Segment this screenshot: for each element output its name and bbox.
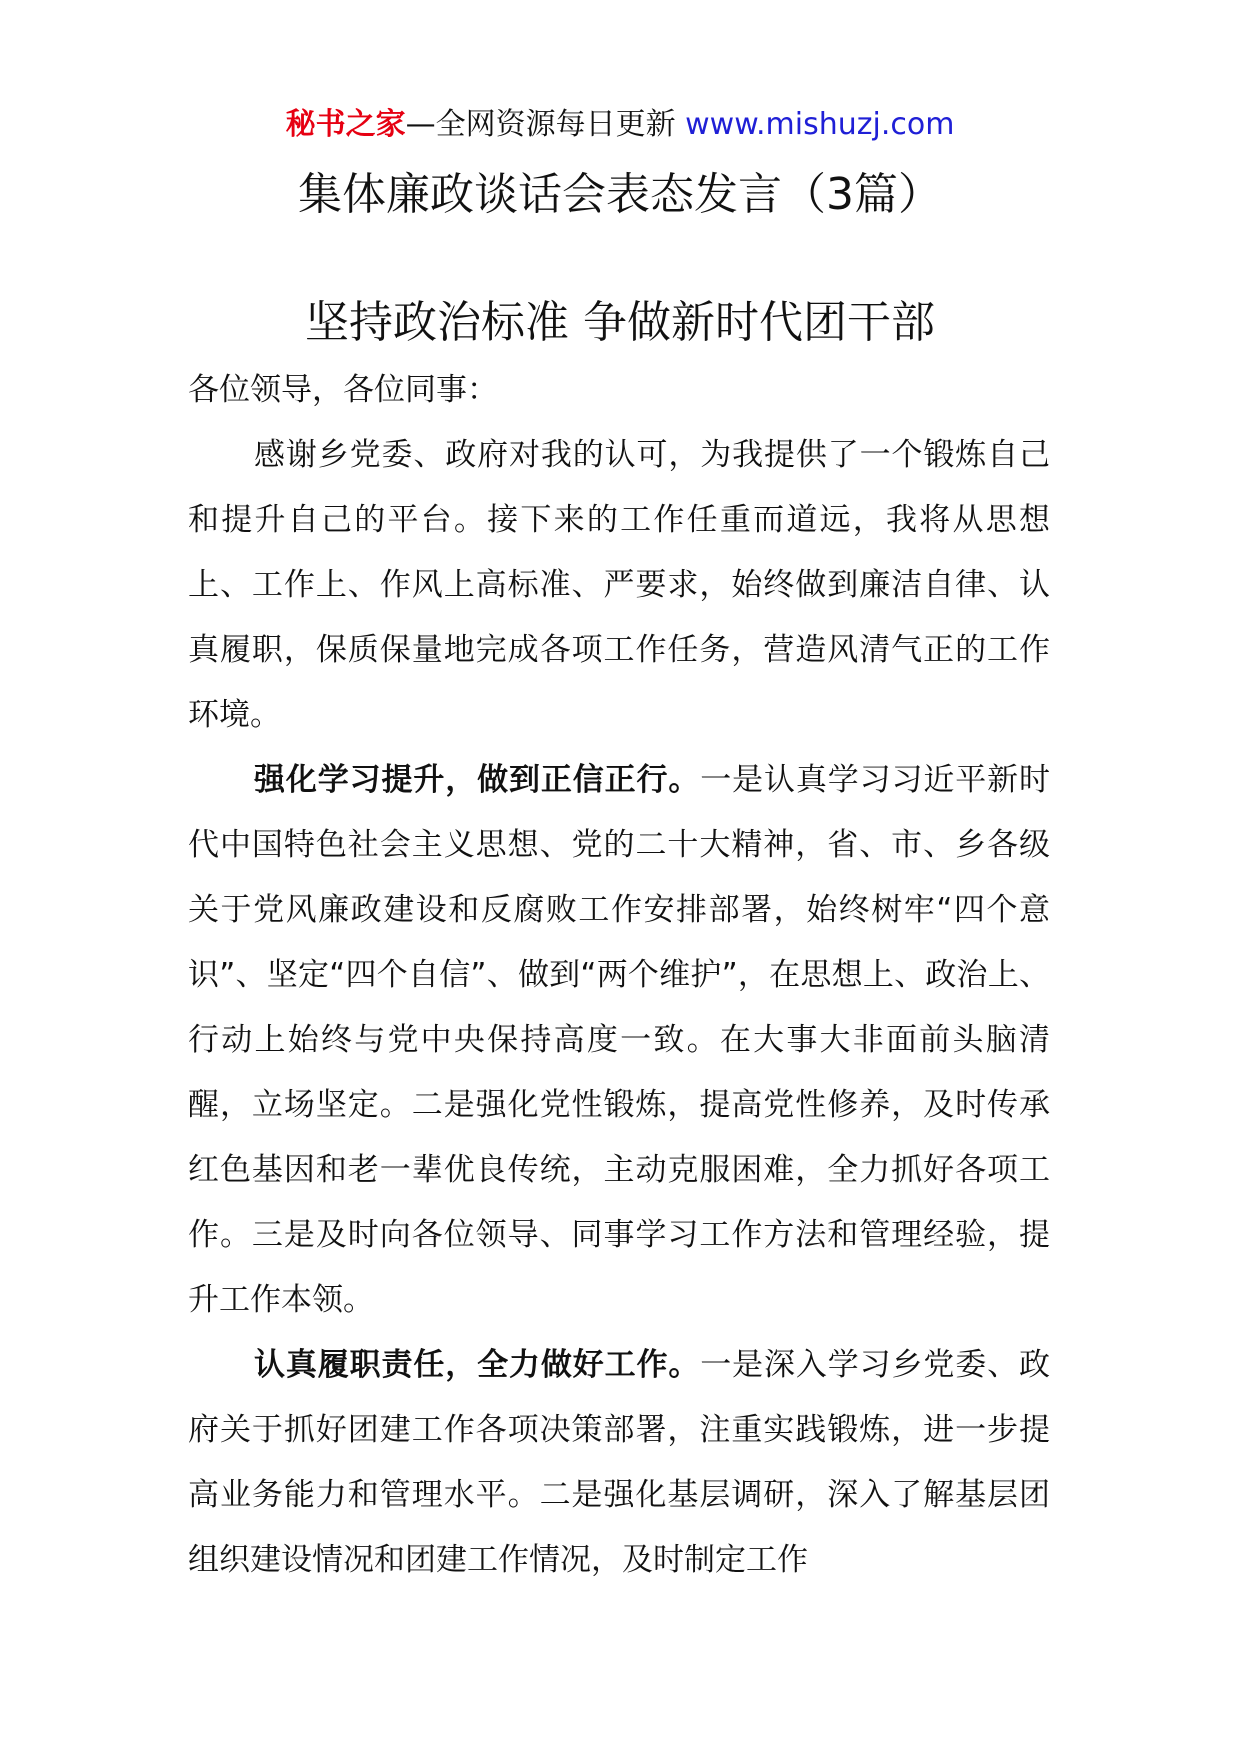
site-url-link[interactable]: www.mishuzj.com: [685, 107, 955, 142]
paragraph-3: [188, 1333, 1050, 1593]
banner-tagline: —全网资源每日更新: [405, 107, 676, 142]
paragraph-2: [188, 748, 1050, 1333]
paragraph-2-text: 一是认真学习习近平新时代中国特色社会主义思想、党的二十大精神，省、市、乡各级关于党风廉政建设和反腐败工作安排部署，始终树牢“四个意识”、坚定“四个自信”、做到“两个维护”，在思想上、政治上、行动上始终与党中央保持高度一致。在大事大非面前头脑清醒，立场坚定。二是强化党性锻炼，提高党性修养，及时传承红色基因和老一辈优良传统，主动克服困难，全力抓好各项工作。三是及时向各位领导、同事学习工作方法和管理经验，提升工作本领。: [188, 762, 1050, 1318]
paragraph-1: [188, 423, 1050, 748]
paragraph-3-text: 一是深入学习乡党委、政府关于抓好团建工作各项决策部署，注重实践锻炼，进一步提高业务能力和管理水平。二是强化基层调研，深入了解基层团组织建设情况和团建工作情况，及时制定工作: [188, 1347, 1050, 1578]
salutation: 各位领导，各位同事：: [188, 372, 498, 408]
site-banner: [0, 100, 1240, 150]
paragraph-3-lead: 认真履职责任，全力做好工作。: [254, 1347, 701, 1383]
section-title: 坚持政治标准 争做新时代团干部: [305, 297, 935, 348]
document-title: 集体廉政谈话会表态发言（3篇）: [298, 169, 942, 220]
paragraph-1-text: 感谢乡党委、政府对我的认可，为我提供了一个锻炼自己和提升自己的平台。接下来的工作任重而道远，我将从思想上、工作上、作风上高标准、严要求，始终做到廉洁自律、认真履职，保质保量地完成各项工作任务，营造风清气正的工作环境。: [188, 437, 1050, 733]
paragraph-2-lead: 强化学习提升，做到正信正行。: [254, 762, 701, 798]
document-body: [188, 358, 1050, 1593]
brand-name: 秘书之家: [285, 107, 406, 142]
